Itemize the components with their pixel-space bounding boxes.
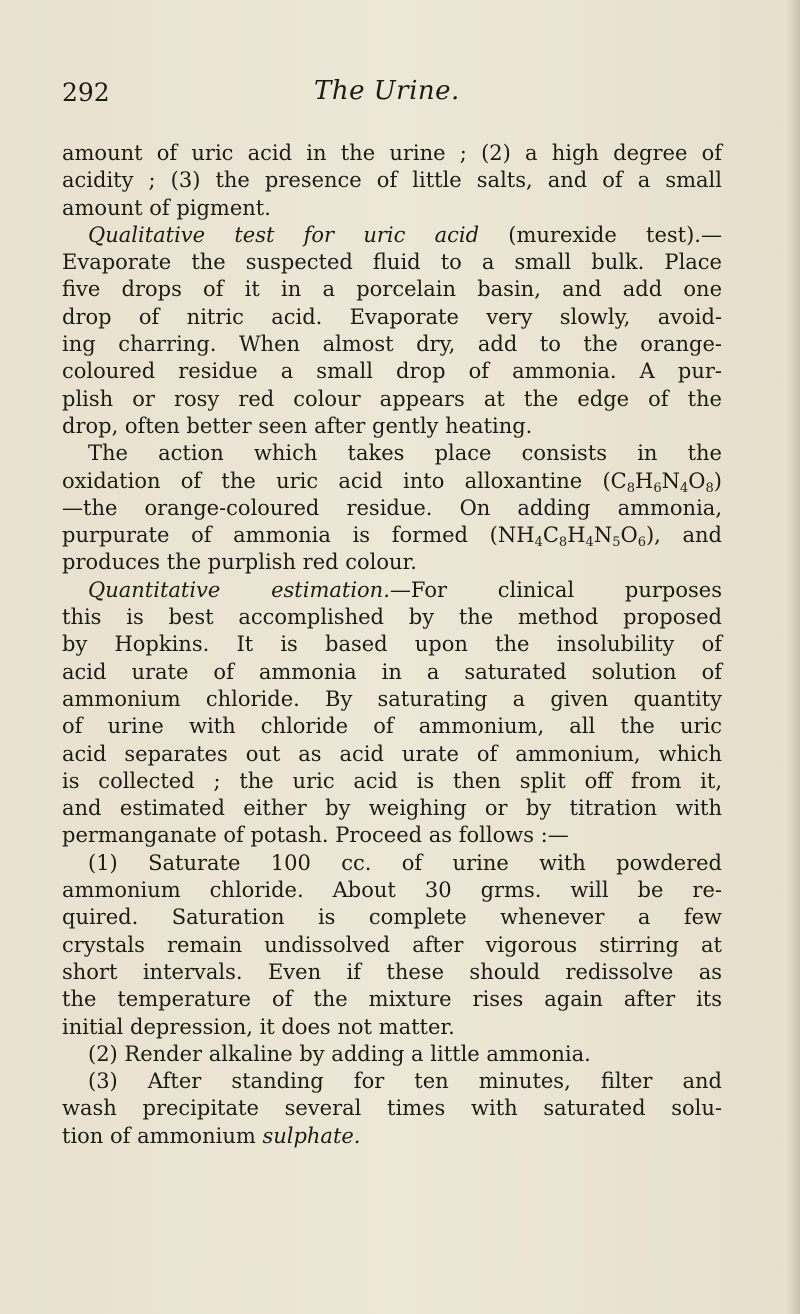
text-line — [62, 577, 722, 604]
running-head — [62, 74, 722, 118]
subscript: 8 — [705, 480, 714, 496]
text-fragment: N — [661, 468, 681, 493]
page-edge-shadow — [786, 0, 800, 1314]
text-line: amount of uric acid in the urine ; (2) a high degree of — [62, 141, 722, 165]
text-line: the temperature of the mixture rises again after its — [62, 987, 722, 1012]
text-fragment: H — [567, 523, 586, 548]
text-fragment: H — [635, 468, 654, 493]
text-line: is collected ; the uric acid is then split off from it, — [62, 768, 722, 793]
text-line: ammonium chloride. About 30 grms. will be re- — [62, 878, 722, 903]
text-line: (1) Saturate 100 cc. of urine with powdered — [88, 850, 722, 875]
text-line: amount of pigment. — [62, 195, 271, 220]
text-line: The action which takes place consists in the — [88, 441, 722, 466]
text-fragment: oxidation of the uric acid into alloxantine (C — [62, 468, 627, 493]
text-line: drop, often better seen after gently heating. — [62, 413, 533, 438]
text-fragment: (murexide test).— — [479, 222, 722, 247]
text-fragment: tion of ammonium — [62, 1123, 263, 1148]
text-line-formula — [62, 468, 722, 495]
subscript: 4 — [534, 535, 543, 551]
text-line: acid separates out as acid urate of ammonium, which — [62, 741, 722, 766]
text-line: Evaporate the suspected fluid to a small bulk. Place — [62, 250, 722, 275]
text-line: crystals remain undissolved after vigorous stirring at — [62, 932, 722, 957]
subscript: 8 — [626, 480, 636, 496]
text-line: five drops of it in a porcelain basin, and add one — [62, 277, 722, 302]
text-line-formula — [62, 522, 722, 549]
text-line: initial depression, it does not matter. — [62, 1014, 455, 1039]
text-fragment: O — [620, 523, 638, 548]
text-line: acid urate of ammonia in a saturated solution of — [62, 659, 722, 684]
text-line: permanganate of potash. Proceed as follows :— — [62, 823, 569, 848]
subscript: 5 — [612, 535, 621, 551]
text-line: quired. Saturation is complete whenever a few — [62, 905, 722, 930]
text-line: of urine with chloride of ammonium, all the uric — [62, 714, 722, 739]
text-line: ing charring. When almost dry, add to the orange- — [62, 332, 722, 357]
text-line: plish or rosy red colour appears at the edge of the — [62, 386, 722, 411]
text-line: by Hopkins. It is based upon the insolubility of — [62, 632, 722, 657]
text-line: —the orange-coloured residue. On adding ammonia, — [62, 495, 722, 520]
text-line: produces the purplish red colour. — [62, 550, 417, 575]
text-line: this is best accomplished by the method proposed — [62, 605, 722, 630]
page-number: 292 — [62, 78, 110, 107]
text-line — [62, 1123, 722, 1150]
text-line: short intervals. Even if these should redissolve as — [62, 959, 722, 984]
text-fragment: O — [688, 468, 706, 493]
subscript: 4 — [680, 480, 689, 496]
text-fragment: C — [542, 523, 559, 548]
text-line — [62, 222, 722, 249]
subscript: 4 — [585, 535, 594, 551]
text-line: drop of nitric acid. Evaporate very slowly, avoid- — [62, 304, 722, 329]
subscript: 8 — [558, 535, 568, 551]
text-fragment: ) — [713, 468, 722, 493]
page-title: The Urine. — [314, 76, 460, 106]
text-fragment: purpurate of ammonia is formed (NH — [62, 523, 535, 548]
italic-term: sulphate. — [262, 1123, 361, 1148]
section-heading-quantitative: Quantitative estimation. — [88, 577, 390, 602]
text-fragment: —For clinical purposes — [389, 577, 722, 602]
text-line: acidity ; (3) the presence of little salts, and of a small — [62, 168, 722, 193]
subscript: 6 — [653, 480, 662, 496]
text-fragment: ), and — [645, 523, 722, 548]
text-line: wash precipitate several times with saturated solu- — [62, 1096, 722, 1121]
text-line: ammonium chloride. By saturating a given quantity — [62, 686, 722, 711]
text-line: (2) Render alkaline by adding a little ammonia. — [88, 1041, 591, 1066]
text-fragment: N — [593, 523, 613, 548]
body-text — [62, 140, 722, 1150]
section-heading-qualitative: Qualitative test for uric acid — [88, 222, 480, 247]
text-line: and estimated either by weighing or by titration with — [62, 796, 722, 821]
text-line: coloured residue a small drop of ammonia. A pur- — [62, 359, 722, 384]
subscript: 6 — [637, 535, 646, 551]
text-line: (3) After standing for ten minutes, filter and — [88, 1069, 722, 1094]
